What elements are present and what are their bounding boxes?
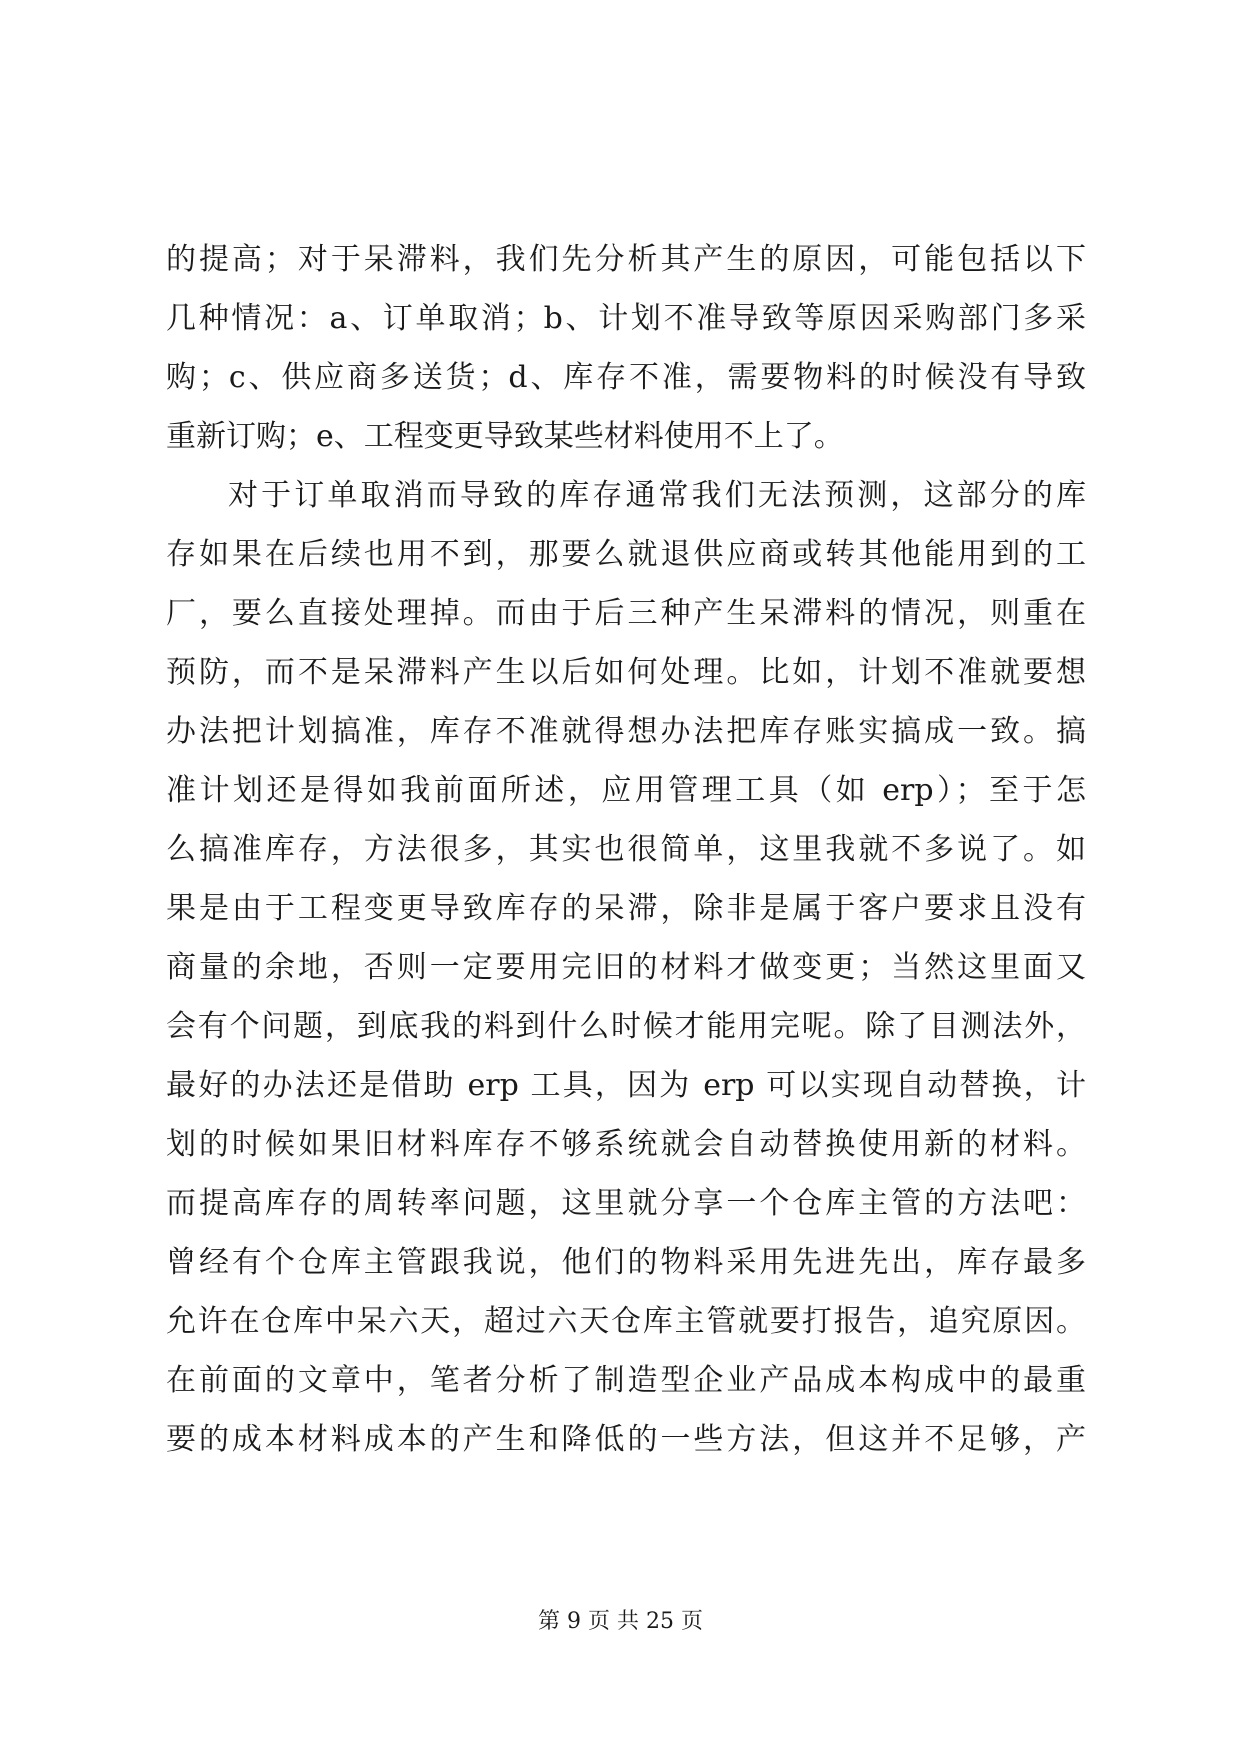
text-line: 要的成本材料成本的产生和降低的一些方法，但这并不足够，产 xyxy=(166,1422,1086,1457)
text-line: 办法把计划搞准，库存不准就得想办法把库存账实搞成一致。搞 xyxy=(166,714,1086,749)
text-line: 存如果在后续也用不到，那要么就退供应商或转其他能用到的工 xyxy=(166,537,1086,572)
text-line: 而提高库存的周转率问题，这里就分享一个仓库主管的方法吧： xyxy=(166,1186,1086,1221)
text-line: 重新订购；e、工程变更导致某些材料使用不上了。 xyxy=(166,419,844,454)
text-line: 厂，要么直接处理掉。而由于后三种产生呆滞料的情况，则重在 xyxy=(166,596,1086,631)
text-line: 么搞准库存，方法很多，其实也很简单，这里我就不多说了。如 xyxy=(166,832,1086,867)
text-line: 允许在仓库中呆六天，超过六天仓库主管就要打报告，追究原因。 xyxy=(166,1304,1086,1339)
text-line: 在前面的文章中，笔者分析了制造型企业产品成本构成中的最重 xyxy=(166,1363,1086,1398)
text-line: 划的时候如果旧材料库存不够系统就会自动替换使用新的材料。 xyxy=(166,1127,1086,1162)
text-line: 商量的余地，否则一定要用完旧的材料才做变更；当然这里面又 xyxy=(166,950,1086,985)
text-line: 预防，而不是呆滞料产生以后如何处理。比如，计划不准就要想 xyxy=(166,655,1086,690)
text-line: 的提高；对于呆滞料，我们先分析其产生的原因，可能包括以下 xyxy=(166,242,1086,277)
text-line: 购；c、供应商多送货；d、库存不准，需要物料的时候没有导致 xyxy=(166,360,1086,395)
text-line: 最好的办法还是借助 erp 工具，因为 erp 可以实现自动替换，计 xyxy=(166,1068,1086,1103)
text-line: 准计划还是得如我前面所述，应用管理工具（如 erp）；至于怎 xyxy=(166,773,1086,808)
paragraph-first-line: 对于订单取消而导致的库存通常我们无法预测，这部分的库 xyxy=(228,478,1086,513)
text-line: 曾经有个仓库主管跟我说，他们的物料采用先进先出，库存最多 xyxy=(166,1245,1086,1280)
body-text xyxy=(166,230,1086,1469)
text-line: 果是由于工程变更导致库存的呆滞，除非是属于客户要求且没有 xyxy=(166,891,1086,926)
page-number-footer: 第 9 页 共 25 页 xyxy=(538,1609,703,1634)
text-line: 几种情况：a、订单取消；b、计划不准导致等原因采购部门多采 xyxy=(166,301,1086,336)
text-line: 会有个问题，到底我的料到什么时候才能用完呢。除了目测法外， xyxy=(166,1009,1086,1044)
